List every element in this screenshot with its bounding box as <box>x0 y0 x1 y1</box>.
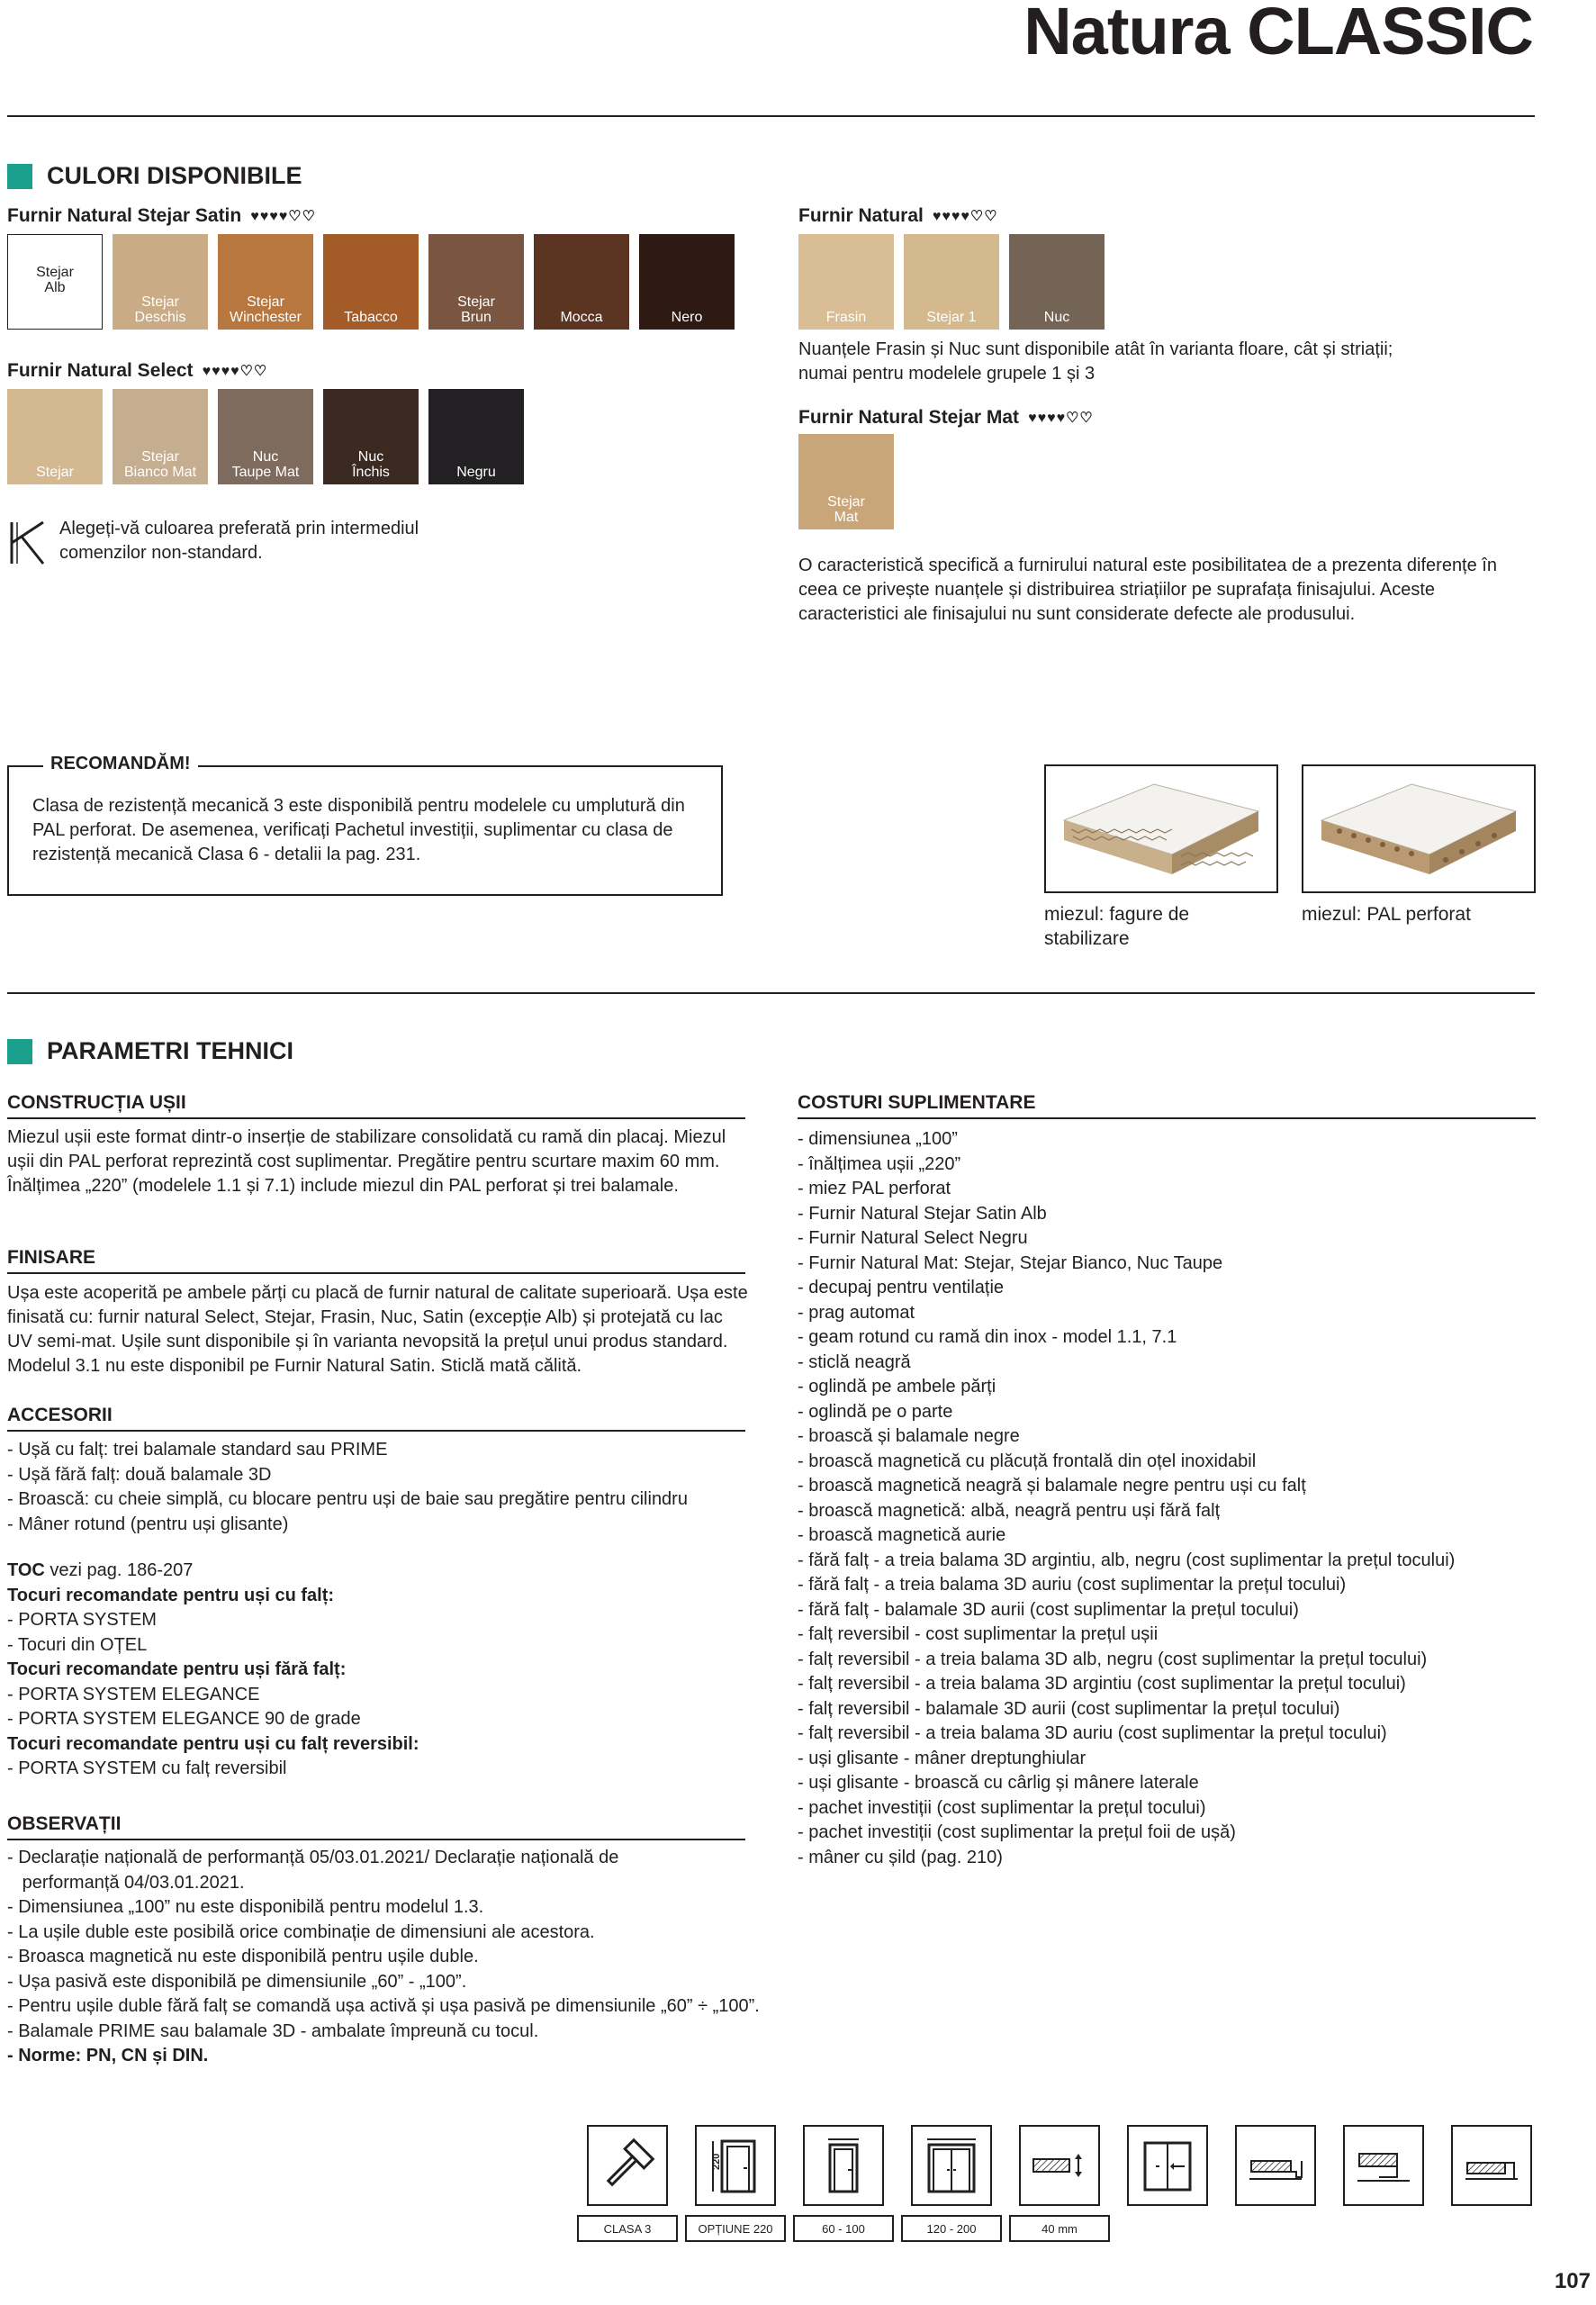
list-item: - sticlă neagră <box>798 1351 911 1372</box>
toc-label: TOC <box>7 1560 45 1580</box>
list-item: - PORTA SYSTEM cu falț reversibil <box>7 1758 287 1778</box>
list-item: - Norme: PN, CN și DIN. <box>7 2046 209 2065</box>
list-item: - Balamale PRIME sau balamale 3D - ambalate împreună cu tocul. <box>7 2020 539 2041</box>
color-swatch: Nero <box>639 234 735 330</box>
list-item: - uși glisante - mâner dreptunghiular <box>798 1748 1087 1768</box>
construction-text: Miezul ușii este format dintr-o inserție de stabilizare consolidată cu ramă din placaj. Miezul ușii din PAL perforat reprezintă cost suplimentar. Pregătire pentru scurtare maxim 60 mm. Înălțimea „220” (modelele 1.1 și 7.1) include miezul din PAL perforat și trei balamale. <box>7 1127 726 1196</box>
observations-heading: OBSERVAȚII <box>7 1813 745 1840</box>
list-item: - falț reversibil - a treia balama 3D auriu (cost suplimentar la prețul tocului) <box>798 1723 1387 1743</box>
pal-core-image <box>1302 764 1536 893</box>
list-item: - Declarație națională de performanță 05/03.01.2021/ Declarație națională de <box>7 1848 619 1867</box>
list-item: - Ușă fără falț: două balamale 3D <box>7 1464 272 1485</box>
costs-heading: COSTURI SUPLIMENTARE <box>798 1092 1536 1119</box>
list-item: - Broască: cu cheie simplă, cu blocare pentru uși de baie sau pregătire pentru cilindru <box>7 1489 688 1509</box>
list-item: - broască și balamale negre <box>798 1426 1020 1446</box>
icon-label-clasa: CLASA 3 <box>577 2215 678 2242</box>
color-swatch: Nuc <box>1009 234 1105 330</box>
toc-heading <box>7 1559 419 1584</box>
honeycomb-core-image <box>1044 764 1278 893</box>
list-item: - Ușa pasivă este disponibilă pe dimensiunile „60” - „100”. <box>7 1971 467 1992</box>
list-item: - uși glisante - broască cu cârlig și mânere laterale <box>798 1773 1199 1793</box>
list-item: - broască magnetică aurie <box>798 1525 1006 1545</box>
custom-order-note: Alegeți-vă culoarea preferată prin intermediul comenzilor non-standard. <box>59 519 419 563</box>
color-swatch: Stejar <box>7 389 103 484</box>
list-item: - oglindă pe o parte <box>798 1401 953 1422</box>
list-item: - Dimensiunea „100” nu este disponibilă pentru modelul 1.3. <box>7 1897 484 1917</box>
colors-heading-text: CULORI DISPONIBILE <box>47 162 302 189</box>
core2-caption: miezul: PAL perforat <box>1302 904 1471 925</box>
page-number: 107 <box>1554 2269 1591 2293</box>
toc-ref: vezi pag. 186-207 <box>44 1560 194 1580</box>
list-item: - fără falț - a treia balama 3D auriu (cost suplimentar la prețul tocului) <box>798 1575 1347 1595</box>
icon-label-optiune: OPȚIUNE 220 <box>685 2215 786 2242</box>
natural-heading <box>798 205 998 227</box>
reversible-profile-icon <box>1451 2125 1532 2206</box>
select-rating: ♥♥♥♥♡♡ <box>202 364 268 379</box>
color-swatch: Negru <box>428 389 524 484</box>
list-item: - falț reversibil - a treia balama 3D alb, negru (cost suplimentar la prețul tocului) <box>798 1649 1428 1669</box>
icon-label-double: 120 - 200 <box>901 2215 1002 2242</box>
list-item: - falț reversibil - cost suplimentar la prețul ușii <box>798 1624 1159 1644</box>
color-swatch: Nuc Închis <box>323 389 419 484</box>
list-item: - PORTA SYSTEM ELEGANCE 90 de grade <box>7 1709 361 1729</box>
color-swatch: Stejar Winchester <box>218 234 313 330</box>
list-item: performanță 04/03.01.2021. <box>7 1872 245 1893</box>
select-heading <box>7 360 267 382</box>
list-item: - broască magnetică cu plăcuță frontală din oțel inoxidabil <box>798 1451 1257 1471</box>
accessories-heading: ACCESORII <box>7 1405 745 1432</box>
list-item: - înălțimea ușii „220” <box>798 1153 961 1174</box>
section-marker-icon <box>7 164 32 189</box>
construction-heading: CONSTRUCȚIA UȘII <box>7 1092 745 1119</box>
color-swatch: Stejar Bianco Mat <box>113 389 208 484</box>
mat-rating: ♥♥♥♥♡♡ <box>1028 411 1094 426</box>
list-item: - decupaj pentru ventilație <box>798 1278 1005 1297</box>
toc-group-title: Tocuri recomandate pentru uși fără falț: <box>7 1659 347 1679</box>
satin-label: Furnir Natural Stejar Satin <box>7 205 242 226</box>
thickness-40mm-icon <box>1019 2125 1100 2206</box>
page-title: Natura CLASSIC <box>1023 0 1533 68</box>
costs-list <box>798 1127 1455 1870</box>
color-swatch: Nuc Taupe Mat <box>218 389 313 484</box>
list-item: - falț reversibil - balamale 3D aurii (cost suplimentar la prețul tocului) <box>798 1698 1340 1719</box>
color-swatch: Stejar Mat <box>798 434 894 529</box>
rebate-profile-icon <box>1235 2125 1316 2206</box>
flush-profile-icon <box>1343 2125 1424 2206</box>
double-door-icon <box>911 2125 992 2206</box>
list-item: - La ușile duble este posibilă orice combinație de dimensiuni ale acestora. <box>7 1921 595 1942</box>
natural-note: Nuanțele Frasin și Nuc sunt disponibile atât în varianta floare, cât și striații; numai pentru modelele grupele 1 și 3 <box>798 339 1393 384</box>
icon-label-single: 60 - 100 <box>793 2215 894 2242</box>
list-item: - pachet investiții (cost suplimentar la prețul foii de ușă) <box>798 1822 1236 1842</box>
list-item: - oglindă pe ambele părți <box>798 1377 996 1397</box>
natural-label: Furnir Natural <box>798 205 924 226</box>
list-item: - mâner cu șild (pag. 210) <box>798 1847 1003 1867</box>
list-item: - Broasca magnetică nu este disponibilă pentru ușile duble. <box>7 1947 479 1966</box>
single-door-icon <box>803 2125 884 2206</box>
list-item: - dimensiunea „100” <box>798 1129 958 1149</box>
list-item: - Pentru ușile duble fără falț se comandă ușa activă și ușa pasivă pe dimensiunile „60” ÷ „100”. <box>7 1996 760 2016</box>
list-item: - PORTA SYSTEM ELEGANCE <box>7 1684 260 1704</box>
door-220-icon <box>695 2125 776 2206</box>
color-swatch: Stejar Deschis <box>113 234 208 330</box>
toc-block <box>7 1559 419 1782</box>
list-item: - Furnir Natural Mat: Stejar, Stejar Bianco, Nuc Taupe <box>798 1252 1223 1273</box>
natural-rating: ♥♥♥♥♡♡ <box>932 209 998 224</box>
color-swatch: Stejar Brun <box>428 234 524 330</box>
hammer-icon <box>587 2125 668 2206</box>
list-item: - Tocuri din OȚEL <box>7 1634 148 1655</box>
core1-caption: miezul: fagure de stabilizare <box>1044 904 1190 949</box>
select-label: Furnir Natural Select <box>7 360 194 381</box>
accessories-list <box>7 1438 688 1537</box>
section-divider <box>7 992 1535 994</box>
list-item: - Furnir Natural Stejar Satin Alb <box>798 1203 1047 1224</box>
list-item: - fără falț - a treia balama 3D argintiu, alb, negru (cost suplimentar la prețul tocului) <box>798 1550 1456 1570</box>
tech-heading-text: PARAMETRI TEHNICI <box>47 1037 293 1064</box>
title-divider <box>7 115 1535 117</box>
section-marker-icon <box>7 1039 32 1064</box>
color-swatch: Stejar 1 <box>904 234 999 330</box>
list-item: - PORTA SYSTEM <box>7 1610 157 1630</box>
tech-section-heading <box>7 1037 293 1065</box>
icon-label-thickness: 40 mm <box>1009 2215 1110 2242</box>
color-swatch: Frasin <box>798 234 894 330</box>
list-item: - miez PAL perforat <box>798 1179 951 1198</box>
mat-note: O caracteristică specifică a furnirului natural este posibilitatea de a prezenta diferențe în ceea ce privește nuanțele și distribuirea striațiilor pe suprafața finisajului. Aceste caracteristici ale finisajului nu sunt considerate defecte ale produsului. <box>798 556 1497 624</box>
list-item: - falț reversibil - a treia balama 3D argintiu (cost suplimentar la prețul tocului) <box>798 1674 1406 1694</box>
toc-group-title: Tocuri recomandate pentru uși cu falț: <box>7 1585 335 1605</box>
colors-section-heading <box>7 162 302 190</box>
list-item: - broască magnetică: albă, neagră pentru uși fără falț <box>798 1500 1221 1521</box>
finish-text: Ușa este acoperită pe ambele părți cu placă de furnir natural de calitate superioară. Ușa este finisată cu: furnir natural Select, Stejar, Frasin, Nuc, Satin (excepție Alb) și protejată cu lac UV semi-mat. Ușile sunt disponibile și în varianta nevopsită la prețul unui produs standard. Modelul 3.1 nu este disponibil pe Furnir Natural Satin. Sticlă mată călită. <box>7 1283 748 1376</box>
list-item: - broască magnetică neagră și balamale negre pentru uși cu falț <box>798 1476 1306 1496</box>
toc-group-title: Tocuri recomandate pentru uși cu falț reversibil: <box>7 1733 419 1754</box>
color-swatch: Mocca <box>534 234 629 330</box>
list-item: - Furnir Natural Select Negru <box>798 1228 1028 1248</box>
observations-list <box>7 1846 760 2069</box>
mat-heading <box>798 407 1094 429</box>
color-swatch: Stejar Alb <box>7 234 103 330</box>
recommend-title: RECOMANDĂM! <box>43 754 198 774</box>
list-item: - Ușă cu falț: trei balamale standard sau PRIME <box>7 1440 388 1460</box>
satin-rating: ♥♥♥♥♡♡ <box>250 209 316 224</box>
height-mark: 220 <box>711 2153 722 2170</box>
list-item: - Mâner rotund (pentru uși glisante) <box>7 1514 289 1534</box>
list-item: - prag automat <box>798 1302 915 1323</box>
color-swatch: Tabacco <box>323 234 419 330</box>
list-item: - geam rotund cu ramă din inox - model 1.1, 7.1 <box>798 1327 1177 1347</box>
satin-heading <box>7 205 316 227</box>
mat-label: Furnir Natural Stejar Mat <box>798 407 1020 428</box>
custom-order-icon <box>9 520 47 566</box>
recommend-text: Clasa de rezistență mecanică 3 este disponibilă pentru modelele cu umplutură din PAL perforat. De asemenea, verificați Pachetul investiții, suplimentar cu clasa de rezistență mecanică Clasa 6 - detalii la pag. 231. <box>32 796 685 864</box>
sliding-door-icon <box>1127 2125 1208 2206</box>
list-item: - fără falț - balamale 3D aurii (cost suplimentar la prețul tocului) <box>798 1599 1299 1620</box>
finish-heading: FINISARE <box>7 1247 745 1274</box>
list-item: - pachet investiții (cost suplimentar la prețul tocului) <box>798 1797 1206 1818</box>
